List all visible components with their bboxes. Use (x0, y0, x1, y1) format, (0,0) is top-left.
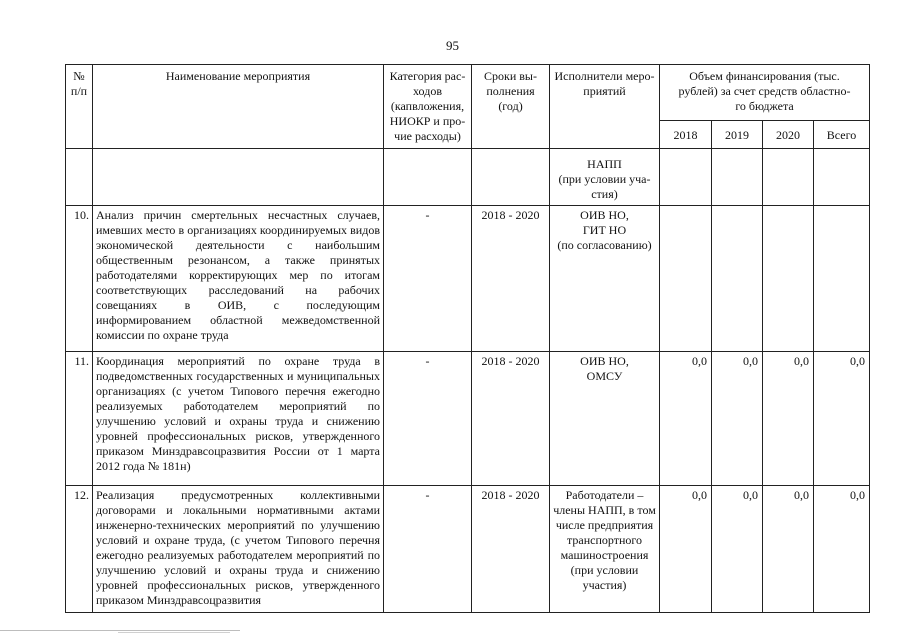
table-row (66, 149, 870, 206)
row-total: 0,0 (814, 352, 870, 486)
row-2018 (660, 206, 712, 352)
table-row (66, 352, 870, 486)
row-terms: 2018 - 2020 (472, 486, 550, 613)
row-executors: НАПП (при условии уча- стия) (550, 149, 660, 206)
header-executors: Исполнители меро- приятий (550, 65, 660, 149)
row-num: 11. (66, 352, 93, 486)
table-row (66, 206, 870, 352)
row-2020 (763, 206, 814, 352)
header-total: Всего (814, 121, 870, 149)
row-total: 0,0 (814, 486, 870, 613)
row-2020 (763, 149, 814, 206)
row-2018: 0,0 (660, 352, 712, 486)
row-name: Координация мероприятий по охране труда в подведомственных государственных и муниципальных организациях (с учетом Типового перечня ежегодно реализуемых работодателем мероприятий по улучшению условий и охраны труда и снижению уровней профессиональных рисков, утвержденного приказом Минздравсоцразвития России от 1 марта 2012 года № 181н) (93, 352, 384, 486)
header-num: № п/п (66, 65, 93, 149)
row-terms (472, 149, 550, 206)
row-total (814, 149, 870, 206)
row-2018 (660, 149, 712, 206)
row-2020: 0,0 (763, 486, 814, 613)
header-name: Наименование мероприятия (93, 65, 384, 149)
row-category: - (384, 352, 472, 486)
row-2019 (712, 206, 763, 352)
header-category: Категория рас- ходов (капвложения, НИОКР и про- чие расходы) (384, 65, 472, 149)
row-2018: 0,0 (660, 486, 712, 613)
header-year-2020: 2020 (763, 121, 814, 149)
row-name: Реализация предусмотренных коллективными договорами и локальными нормативными актами инженерно-технических мероприятий по улучшению условий и охране труда, (с учетом Типового перечня ежегодно реализуемых работодателем мероприятий по улучшению условий и охраны труда и снижению уровней профессиональных рисков, утвержденного приказом Минздравсоцразвития (93, 486, 384, 613)
row-executors: Работодатели – члены НАПП, в том числе предприятия транспортного машиностроения (при условии участия) (550, 486, 660, 613)
row-executors: ОИВ НО, ОМСУ (550, 352, 660, 486)
row-num: 10. (66, 206, 93, 352)
row-2019: 0,0 (712, 486, 763, 613)
row-total (814, 206, 870, 352)
scan-artifact-line (118, 632, 230, 633)
scan-artifact-line (0, 630, 240, 631)
row-name (93, 149, 384, 206)
row-2019 (712, 149, 763, 206)
row-2019: 0,0 (712, 352, 763, 486)
table-row (66, 486, 870, 613)
row-category: - (384, 206, 472, 352)
row-num (66, 149, 93, 206)
row-name: Анализ причин смертельных несчастных случаев, имевших место в организациях координируемых видов экономической деятельности с наибольшим общественным резонансом, а также принятых работодателями корректирующих мер по итогам соответствующих расследований на рабочих совещаниях в ОИВ, с последующим информированием областной межведомственной комиссии по охране труда (93, 206, 384, 352)
row-category: - (384, 486, 472, 613)
header-funding: Объем финансирования (тыс. рублей) за счет средств областно- го бюджета (660, 65, 870, 121)
row-2020: 0,0 (763, 352, 814, 486)
header-year-2019: 2019 (712, 121, 763, 149)
row-executors: ОИВ НО, ГИТ НО (по согласованию) (550, 206, 660, 352)
page-number: 95 (446, 38, 459, 53)
row-terms: 2018 - 2020 (472, 206, 550, 352)
row-terms: 2018 - 2020 (472, 352, 550, 486)
header-year-2018: 2018 (660, 121, 712, 149)
row-category (384, 149, 472, 206)
row-num: 12. (66, 486, 93, 613)
measures-table (65, 64, 870, 613)
header-terms: Сроки вы- полнения (год) (472, 65, 550, 149)
